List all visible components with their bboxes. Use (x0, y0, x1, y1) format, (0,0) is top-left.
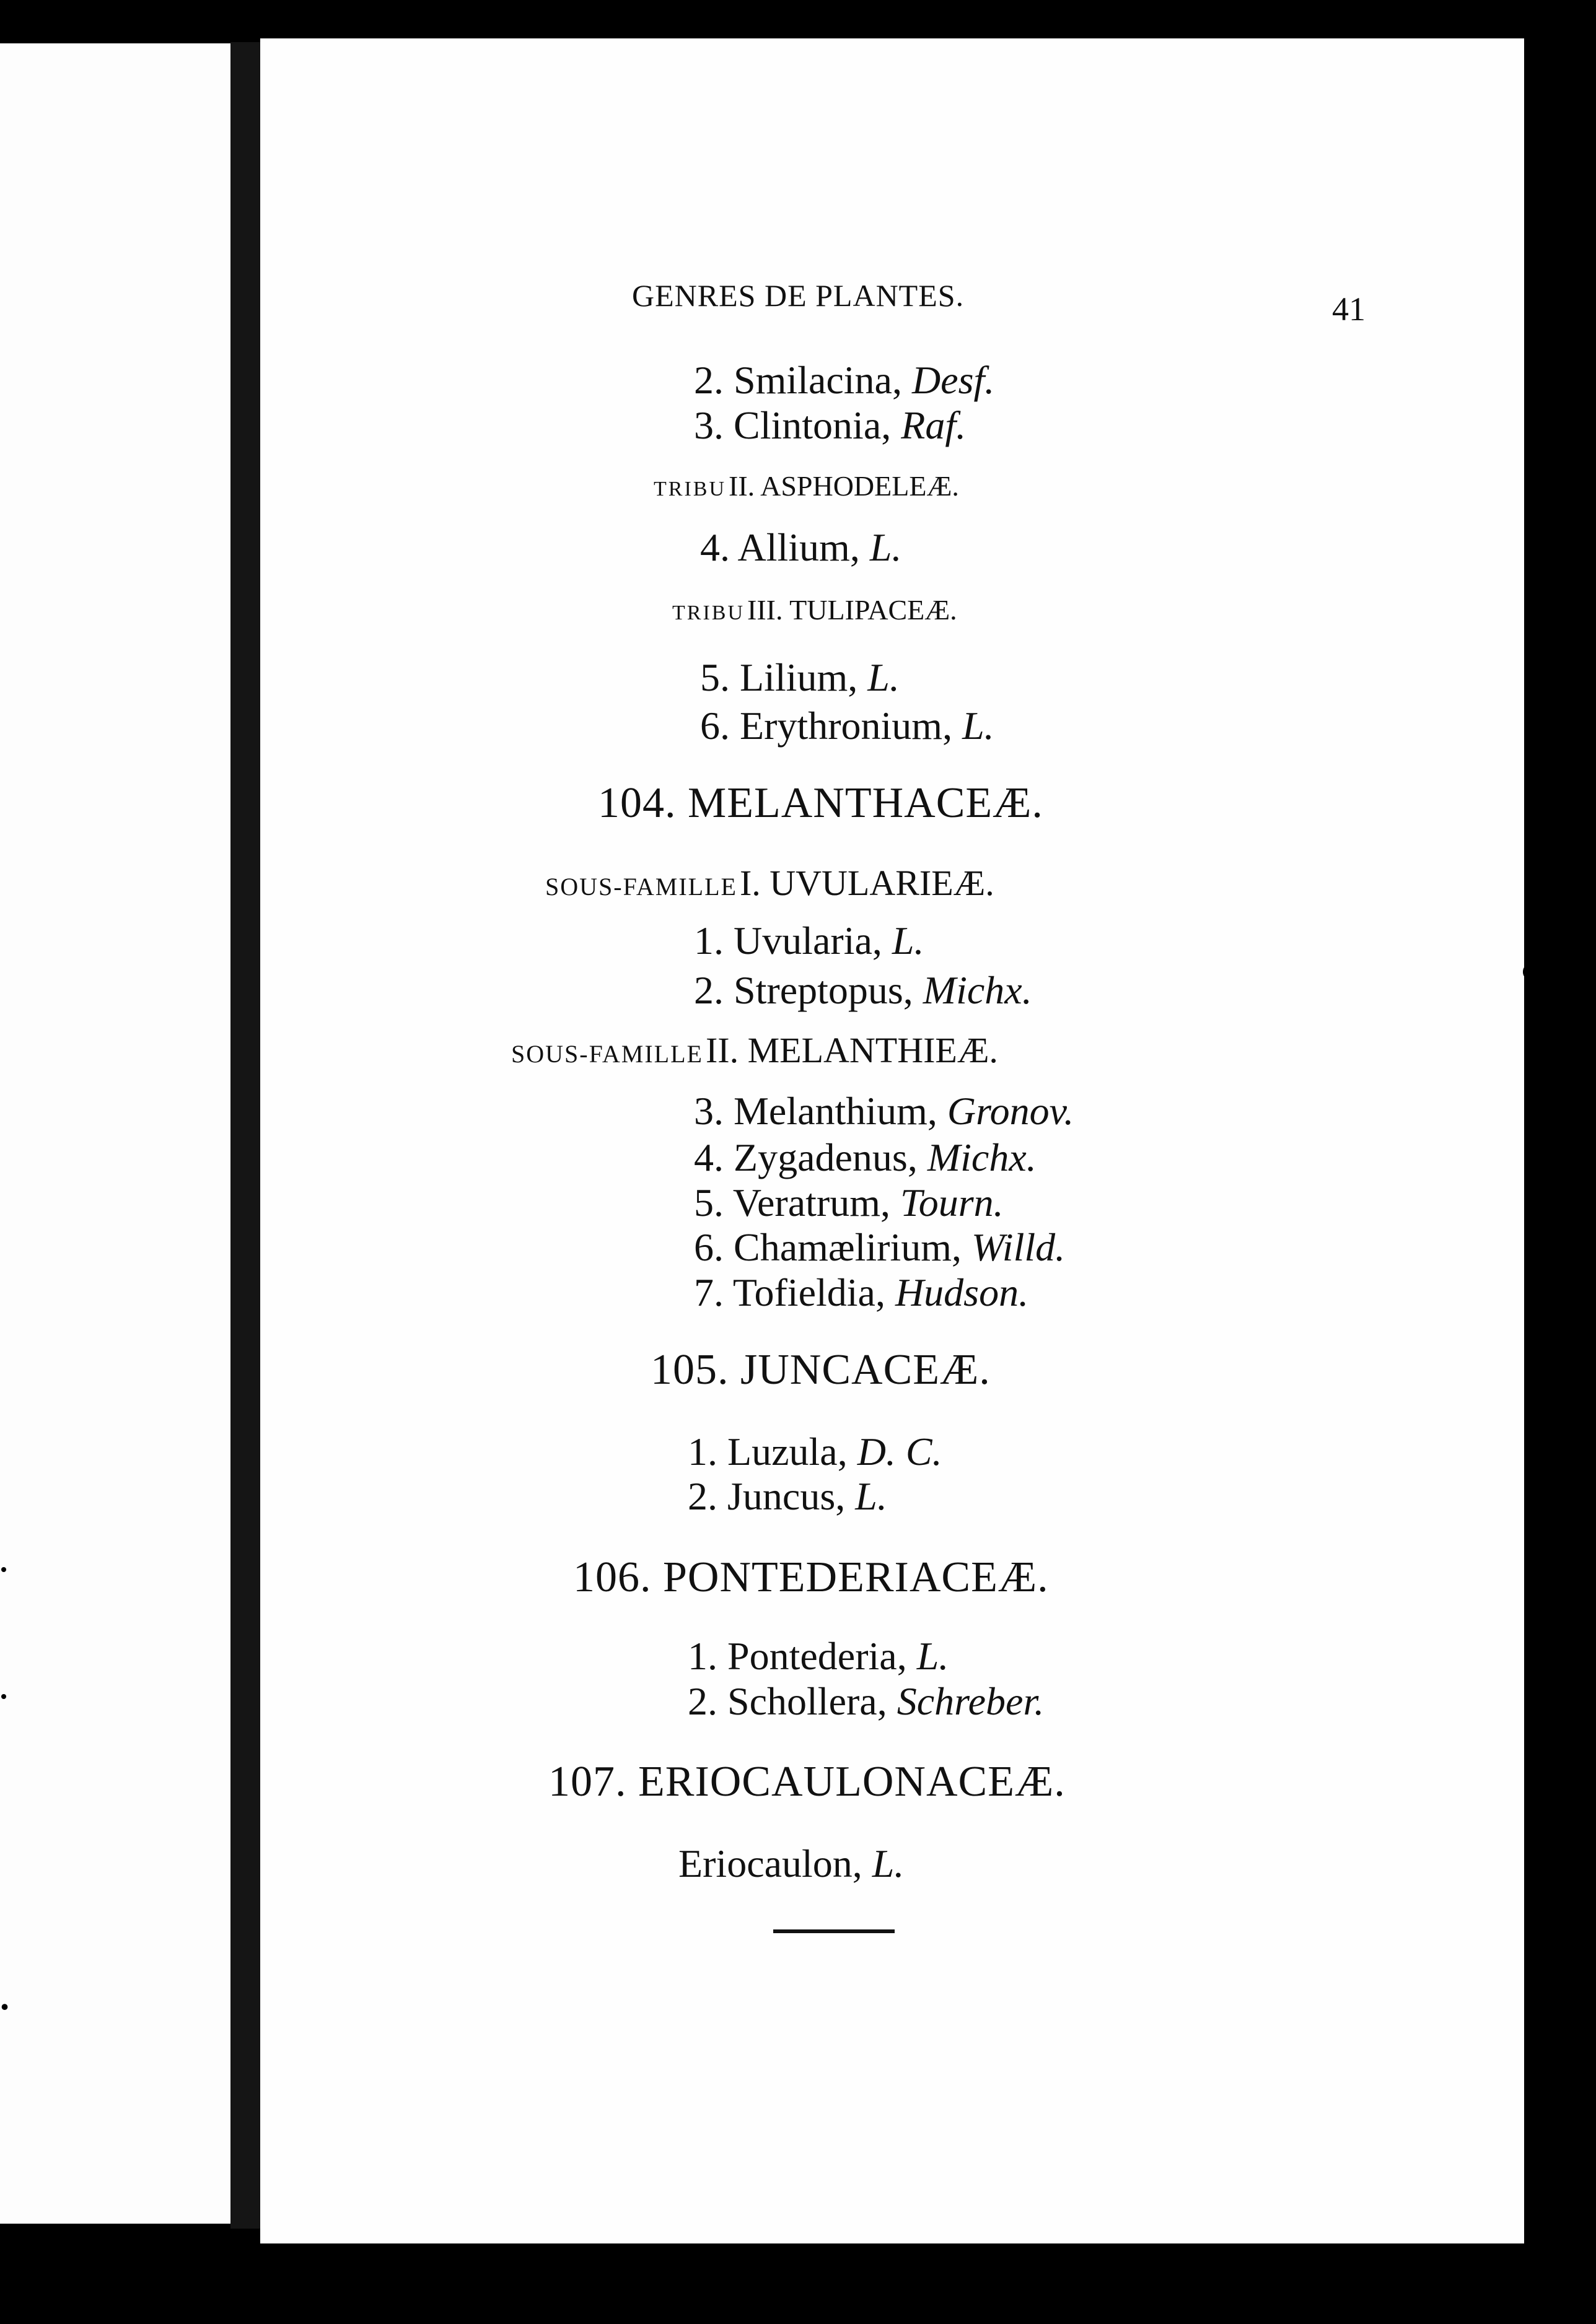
genus-name: Juncus, (727, 1474, 846, 1518)
left-page-dot (1, 1567, 6, 1572)
genus-author: L. (962, 704, 994, 748)
page-number: 41 (1332, 290, 1366, 328)
genus-name: Tofieldia, (732, 1270, 885, 1314)
subfamily-name: I. UVULARIEÆ. (739, 863, 994, 903)
genus-name: Uvularia, (734, 919, 882, 963)
entry-number: 6. (700, 704, 730, 748)
genus-entry (700, 706, 994, 746)
scan-speck (1530, 192, 1535, 199)
entry-number: 3. (694, 403, 724, 447)
genus-author: L. (855, 1474, 887, 1518)
entry-number: 1. (688, 1430, 717, 1474)
tribe-name: II. ASPHODELEÆ. (729, 470, 959, 502)
tribe-label: TRIBU (672, 601, 745, 624)
scan-speck (1530, 1722, 1534, 1731)
entry-number: 4. (700, 525, 730, 569)
entry-number: 2. (688, 1679, 717, 1723)
genus-author: Desf. (911, 358, 995, 402)
genus-name: Erythronium, (740, 704, 953, 748)
genus-entry (694, 921, 924, 961)
genus-name: Zygadenus, (734, 1135, 918, 1179)
entry-number: 5. (694, 1181, 724, 1225)
genus-author: L. (892, 919, 924, 963)
genus-author: Gronov. (947, 1089, 1074, 1133)
genus-author: L. (867, 655, 900, 699)
genus-entry (694, 360, 994, 400)
entry-number: 2. (694, 358, 724, 402)
subfamily-heading (511, 1030, 998, 1070)
genus-entry (700, 525, 902, 569)
entry-number: 4. (694, 1135, 724, 1179)
running-title: GENRES DE PLANTES. (632, 278, 965, 313)
genus-entry (700, 655, 900, 699)
genus-author: D. C. (857, 1430, 942, 1474)
genus-entry (694, 1183, 1004, 1223)
genus-name: Luzula, (727, 1430, 848, 1474)
genus-author: Tourn. (900, 1181, 1004, 1225)
entry-number: 5. (700, 655, 730, 699)
genus-entry (694, 1225, 1066, 1269)
subfamily-name: II. MELANTHIEÆ. (705, 1030, 998, 1070)
family-heading: 104. MELANTHACEÆ. (598, 779, 1043, 827)
book-spine (230, 42, 260, 2229)
genus-name: Streptopus, (734, 968, 913, 1012)
subfamily-label: SOUS-FAMILLE (511, 1040, 703, 1068)
genus-name: Lilium, (740, 655, 858, 699)
genus-author: Michx. (923, 968, 1032, 1012)
entry-number: 3. (694, 1089, 724, 1133)
genus-entry (694, 968, 1032, 1012)
genus-author: Raf. (901, 403, 967, 447)
entry-number: 2. (688, 1474, 717, 1518)
book-page (260, 38, 1524, 2243)
genus-entry (688, 1636, 949, 1676)
tribe-heading (654, 472, 959, 500)
tribe-heading (672, 596, 957, 624)
genus-name: Allium, (737, 525, 860, 569)
genus-name: Eriocaulon, (678, 1841, 862, 1885)
subfamily-label: SOUS-FAMILLE (545, 873, 737, 901)
tribe-name: III. TULIPACEÆ. (747, 594, 957, 626)
genus-name: Veratrum, (732, 1181, 890, 1225)
genus-entry (678, 1841, 905, 1885)
entry-number: 2. (694, 968, 724, 1012)
genus-author: Schreber. (897, 1679, 1045, 1723)
genus-author: Willd. (971, 1225, 1066, 1269)
genus-name: Melanthium, (734, 1089, 937, 1133)
left-page-fragment-mark: . (0, 1977, 9, 2017)
entry-number: 1. (688, 1634, 717, 1678)
family-heading: 106. PONTEDERIACEÆ. (573, 1553, 1049, 1601)
genus-name: Pontederia, (727, 1634, 907, 1678)
genus-author: L. (869, 525, 902, 569)
genus-entry (694, 1270, 1029, 1314)
genus-name: Clintonia, (734, 403, 892, 447)
genus-entry (688, 1679, 1045, 1723)
entry-number: 6. (694, 1225, 724, 1269)
genus-entry (694, 403, 967, 447)
genus-entry (694, 1135, 1037, 1179)
family-heading: 107. ERIOCAULONACEÆ. (548, 1758, 1066, 1806)
genus-entry (694, 1091, 1074, 1131)
entry-number: 7. (694, 1270, 724, 1314)
subfamily-heading (545, 865, 994, 901)
tribe-label: TRIBU (654, 478, 726, 500)
genus-name: Schollera, (727, 1679, 887, 1723)
entry-number: 1. (694, 919, 724, 963)
genus-entry (688, 1474, 887, 1518)
genus-author: Michx. (927, 1135, 1037, 1179)
genus-entry (688, 1432, 942, 1472)
closing-rule (773, 1929, 895, 1933)
left-page-dot (1, 1694, 6, 1699)
family-heading: 105. JUNCACEÆ. (651, 1346, 991, 1394)
left-page-edge (0, 43, 230, 2224)
genus-author: L. (872, 1841, 905, 1885)
genus-author: Hudson. (895, 1270, 1029, 1314)
genus-name: Smilacina, (734, 358, 902, 402)
genus-name: Chamælirium, (734, 1225, 962, 1269)
scan-speck (1523, 966, 1529, 977)
genus-author: L. (916, 1634, 949, 1678)
